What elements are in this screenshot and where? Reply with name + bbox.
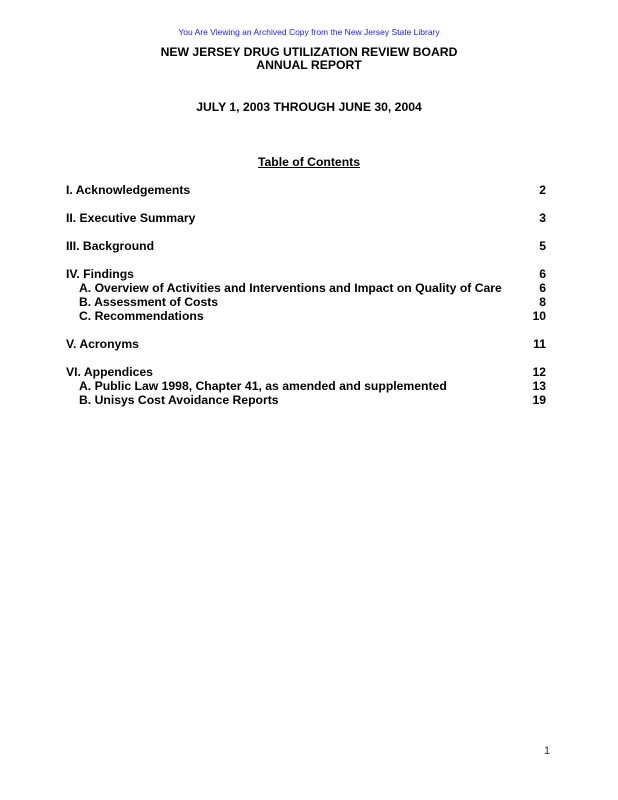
toc-entry-label: II. Executive Summary <box>66 211 196 225</box>
toc-entry-label: III. Background <box>66 239 155 253</box>
toc-entry[interactable] <box>66 267 546 281</box>
toc-entry[interactable] <box>66 365 546 379</box>
toc-entry-page: 12 <box>532 365 546 379</box>
toc-subentry-label: A. Public Law 1998, Chapter 41, as amended and supplemented <box>79 379 447 393</box>
toc-section <box>66 211 546 225</box>
toc-subentry-page: 6 <box>539 281 546 295</box>
report-title-line-1: NEW JERSEY DRUG UTILIZATION REVIEW BOARD <box>160 45 458 59</box>
toc-entry-label: VI. Appendices <box>66 365 153 379</box>
report-title-line-2: ANNUAL REPORT <box>256 58 362 72</box>
page-number: 1 <box>544 745 551 757</box>
toc-section <box>66 183 546 197</box>
toc-subentry-page: 10 <box>532 309 546 323</box>
toc-subentry[interactable] <box>66 379 546 393</box>
toc-entry-page: 5 <box>539 239 546 253</box>
report-period: JULY 1, 2003 THROUGH JUNE 30, 2004 <box>196 100 422 114</box>
toc-subentry-page: 13 <box>532 379 546 393</box>
toc-entry[interactable] <box>66 337 546 351</box>
toc-section <box>66 365 546 407</box>
toc-subentry-label: B. Assessment of Costs <box>79 295 219 309</box>
archive-banner: You Are Viewing an Archived Copy from the New Jersey State Library <box>178 27 440 37</box>
toc-subentry-label: B. Unisys Cost Avoidance Reports <box>79 393 279 407</box>
toc-entry-page: 6 <box>539 267 546 281</box>
toc-subentry[interactable] <box>66 393 546 407</box>
toc-entry-page: 3 <box>539 211 546 225</box>
toc-section <box>66 239 546 253</box>
toc-subentry[interactable] <box>66 309 546 323</box>
toc-subentry-label: A. Overview of Activities and Interventions and Impact on Quality of Care <box>79 281 502 295</box>
toc-section <box>66 337 546 351</box>
toc-entry-page: 11 <box>533 337 546 351</box>
toc-entry-label: V. Acronyms <box>66 337 139 351</box>
toc-heading-text: Table of Contents <box>257 155 360 169</box>
toc-entry-label: I. Acknowledgements <box>66 183 191 197</box>
toc-entry-page: 2 <box>539 183 546 197</box>
toc-subentry-page: 19 <box>532 393 546 407</box>
toc-entry[interactable] <box>66 239 546 253</box>
toc-subentry-label: C. Recommendations <box>79 309 204 323</box>
report-title <box>0 46 618 72</box>
toc-entry[interactable] <box>66 211 546 225</box>
toc-subentry-page: 8 <box>539 295 546 309</box>
toc-subentry[interactable] <box>66 281 546 295</box>
toc-heading <box>0 155 618 169</box>
toc-section <box>66 267 546 323</box>
toc-subentry[interactable] <box>66 295 546 309</box>
toc-entry-label: IV. Findings <box>66 267 134 281</box>
toc-entry[interactable] <box>66 183 546 197</box>
table-of-contents <box>66 183 546 421</box>
